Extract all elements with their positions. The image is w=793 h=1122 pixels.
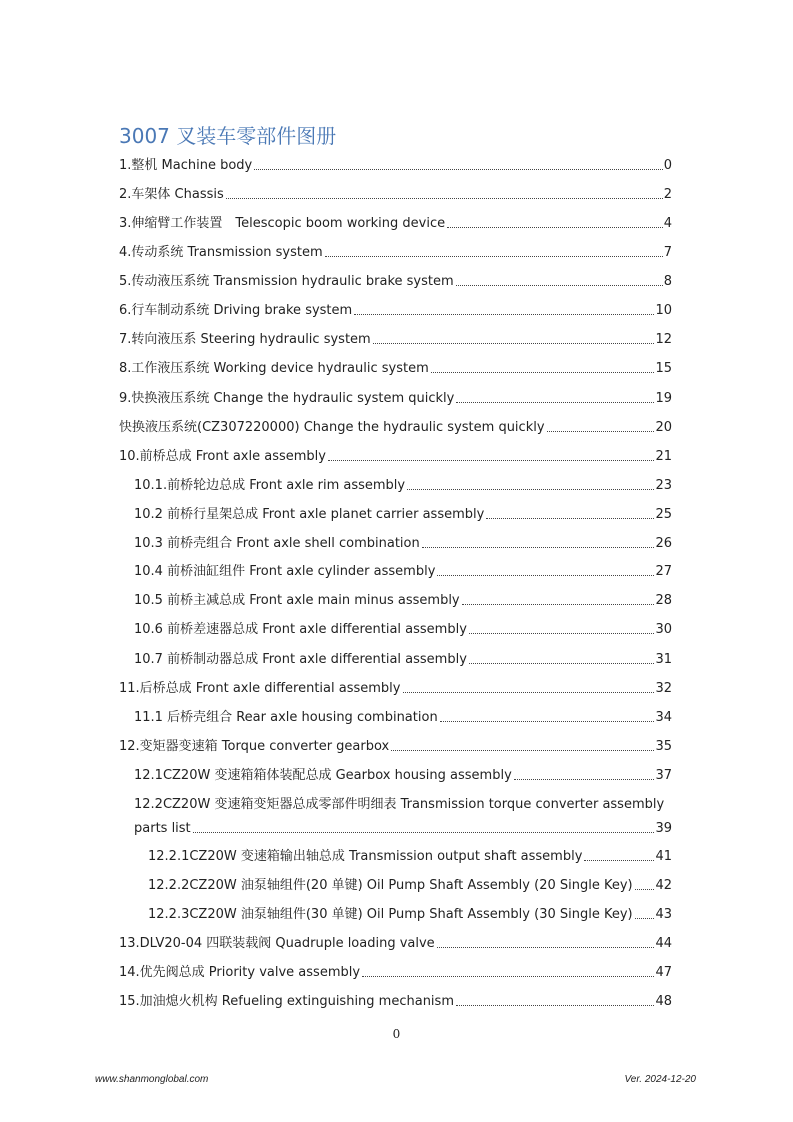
- toc-entry[interactable]: [134, 593, 672, 609]
- toc-entry[interactable]: [119, 994, 672, 1010]
- toc-leader-dots: [635, 918, 655, 919]
- toc-leader-dots: [462, 604, 655, 605]
- toc-leader-dots: [422, 547, 655, 548]
- toc-entry-page: 27: [655, 564, 672, 579]
- toc-entry[interactable]: [134, 564, 672, 580]
- toc-entry-page: 43: [655, 907, 672, 922]
- toc-entry[interactable]: [148, 907, 672, 923]
- toc-entry[interactable]: [119, 216, 672, 232]
- toc-entry-label: 3.伸缩臂工作装置 Telescopic boom working device: [119, 216, 446, 231]
- toc-entry-page: 42: [655, 878, 672, 893]
- toc-entry-page: 28: [655, 593, 672, 608]
- toc-entry[interactable]: [119, 420, 672, 436]
- toc-entry-label: 10.3 前桥壳组合 Front axle shell combination: [134, 536, 420, 551]
- toc-entry-label: 7.转向液压系 Steering hydraulic system: [119, 332, 371, 347]
- toc-entry[interactable]: [119, 361, 672, 377]
- toc-entry-label: 10.1.前桥轮边总成 Front axle rim assembly: [134, 478, 406, 493]
- document-title: 3007 叉装车零部件图册: [119, 124, 337, 148]
- toc-entry-label: 12.2.3CZ20W 油泵轴组件(30 单键) Oil Pump Shaft Assembly (30 Single Key): [148, 907, 633, 922]
- toc-entry[interactable]: [134, 536, 672, 552]
- toc-entry-label: 1.整机 Machine body: [119, 158, 253, 173]
- toc-entry[interactable]: [119, 332, 672, 348]
- toc-entry-label: 5.传动液压系统 Transmission hydraulic brake system: [119, 274, 454, 289]
- toc-leader-dots: [403, 692, 655, 693]
- toc-entry[interactable]: [148, 849, 672, 865]
- toc-leader-dots: [407, 489, 654, 490]
- toc-entry-label: 12.1CZ20W 变速箱箱体装配总成 Gearbox housing assembly: [134, 768, 512, 783]
- toc-entry[interactable]: [119, 391, 672, 407]
- toc-leader-dots: [486, 518, 654, 519]
- toc-entry-page: 26: [655, 536, 672, 551]
- toc-entry-page: 8: [663, 274, 672, 289]
- toc-entry-page: 47: [655, 965, 672, 980]
- toc-entry-label: 15.加油熄火机构 Refueling extinguishing mechanism: [119, 994, 454, 1009]
- toc-entry-page: 7: [663, 245, 672, 260]
- toc-entry-label: 10.2 前桥行星架总成 Front axle planet carrier assembly: [134, 507, 485, 522]
- toc-entry-label: 12.2.1CZ20W 变速箱输出轴总成 Transmission output shaft assembly: [148, 849, 583, 864]
- toc-entry[interactable]: [134, 768, 672, 784]
- toc-entry-page: 10: [655, 303, 672, 318]
- toc-leader-dots: [373, 343, 655, 344]
- toc-entry-label: 14.优先阀总成 Priority valve assembly: [119, 965, 361, 980]
- toc-leader-dots: [584, 860, 654, 861]
- toc-leader-dots: [547, 431, 655, 432]
- toc-entry-page: 31: [655, 652, 672, 667]
- toc-entry-label: 12.2.2CZ20W 油泵轴组件(20 单键) Oil Pump Shaft Assembly (20 Single Key): [148, 878, 633, 893]
- toc-entry-page: 35: [655, 739, 672, 754]
- toc-entry-page: 0: [663, 158, 672, 173]
- toc-entry-label: 6.行车制动系统 Driving brake system: [119, 303, 353, 318]
- toc-entry-label: 13.DLV20-04 四联装载阀 Quadruple loading valve: [119, 936, 435, 951]
- toc-entry-page: 21: [655, 449, 672, 464]
- toc-leader-dots: [469, 633, 655, 634]
- toc-entry[interactable]: [119, 936, 672, 952]
- toc-entry[interactable]: [134, 797, 672, 837]
- toc-entry[interactable]: [119, 245, 672, 261]
- toc-leader-dots: [328, 460, 655, 461]
- toc-entry[interactable]: [119, 449, 672, 465]
- toc-entry[interactable]: [119, 274, 672, 290]
- toc-entry[interactable]: [134, 710, 672, 726]
- toc-entry-label: 10.前桥总成 Front axle assembly: [119, 449, 326, 464]
- toc-entry-page: 39: [655, 821, 672, 836]
- toc-leader-dots: [254, 169, 662, 170]
- toc-entry[interactable]: [119, 965, 672, 981]
- toc-entry-page: 41: [655, 849, 672, 864]
- toc-entry-label: 8.工作液压系统 Working device hydraulic system: [119, 361, 429, 376]
- toc-leader-dots: [325, 256, 663, 257]
- toc-entry[interactable]: [119, 681, 672, 697]
- toc-entry-label: 12.变矩器变速箱 Torque converter gearbox: [119, 739, 390, 754]
- toc-entry-label: 10.7 前桥制动器总成 Front axle differential assembly: [134, 652, 467, 667]
- toc-entry-label-continued: parts list: [134, 821, 191, 836]
- toc-entry-label: 10.4 前桥油缸组件 Front axle cylinder assembly: [134, 564, 436, 579]
- toc-entry[interactable]: [119, 158, 672, 174]
- toc-entry-page: 2: [663, 187, 672, 202]
- toc-entry-page: 19: [655, 391, 672, 406]
- footer-website[interactable]: www.shanmonglobal.com: [95, 1074, 209, 1085]
- toc-entry[interactable]: [119, 187, 672, 203]
- toc-entry-label: 10.5 前桥主减总成 Front axle main minus assembly: [134, 593, 460, 608]
- toc-leader-dots: [447, 227, 663, 228]
- toc-leader-dots: [391, 750, 654, 751]
- toc-entry-label: 11.后桥总成 Front axle differential assembly: [119, 681, 401, 696]
- toc-entry-page: 32: [655, 681, 672, 696]
- footer-version: Ver. 2024-12-20: [624, 1074, 696, 1085]
- toc-entry-page: 48: [655, 994, 672, 1009]
- toc-leader-dots: [431, 372, 655, 373]
- toc-entry-label: 4.传动系统 Transmission system: [119, 245, 323, 260]
- toc-entry-page: 30: [655, 622, 672, 637]
- toc-leader-dots: [226, 198, 663, 199]
- toc-entry[interactable]: [119, 303, 672, 319]
- toc-entry[interactable]: [134, 507, 672, 523]
- toc-entry[interactable]: [148, 878, 672, 894]
- toc-entry-page: 4: [663, 216, 672, 231]
- toc-entry-label: 11.1 后桥壳组合 Rear axle housing combination: [134, 710, 438, 725]
- toc-entry-label: 2.车架体 Chassis: [119, 187, 224, 202]
- toc-entry-page: 25: [655, 507, 672, 522]
- toc-entry-label: 快换液压系统(CZ307220000) Change the hydraulic system quickly: [119, 420, 545, 435]
- toc-entry-page: 15: [655, 361, 672, 376]
- toc-entry[interactable]: [134, 622, 672, 638]
- page-number: 0: [392, 1027, 401, 1041]
- toc-leader-dots: [456, 402, 654, 403]
- toc-leader-dots: [437, 575, 654, 576]
- toc-entry-page: 34: [655, 710, 672, 725]
- toc-entry-page: 37: [655, 768, 672, 783]
- toc-leader-dots: [362, 976, 654, 977]
- toc-leader-dots: [635, 889, 655, 890]
- toc-leader-dots: [456, 285, 663, 286]
- toc-entry-label: 9.快换液压系统 Change the hydraulic system quickly: [119, 391, 455, 406]
- toc-leader-dots: [514, 779, 655, 780]
- toc-entry-page: 20: [655, 420, 672, 435]
- toc-leader-dots: [440, 721, 655, 722]
- toc-leader-dots: [456, 1005, 654, 1006]
- toc-leader-dots: [437, 947, 655, 948]
- toc-entry[interactable]: [134, 652, 672, 668]
- toc-entry-label: 12.2CZ20W 变速箱变矩器总成零部件明细表 Transmission torque converter assembly: [134, 797, 665, 812]
- toc-entry-page: 44: [655, 936, 672, 951]
- toc-leader-dots: [354, 314, 654, 315]
- toc-leader-dots: [193, 832, 655, 833]
- toc-entry[interactable]: [119, 739, 672, 755]
- toc-entry-page: 23: [655, 478, 672, 493]
- toc-entry-page: 12: [655, 332, 672, 347]
- toc-leader-dots: [469, 663, 655, 664]
- toc-entry-label: 10.6 前桥差速器总成 Front axle differential assembly: [134, 622, 467, 637]
- toc-entry[interactable]: [134, 478, 672, 494]
